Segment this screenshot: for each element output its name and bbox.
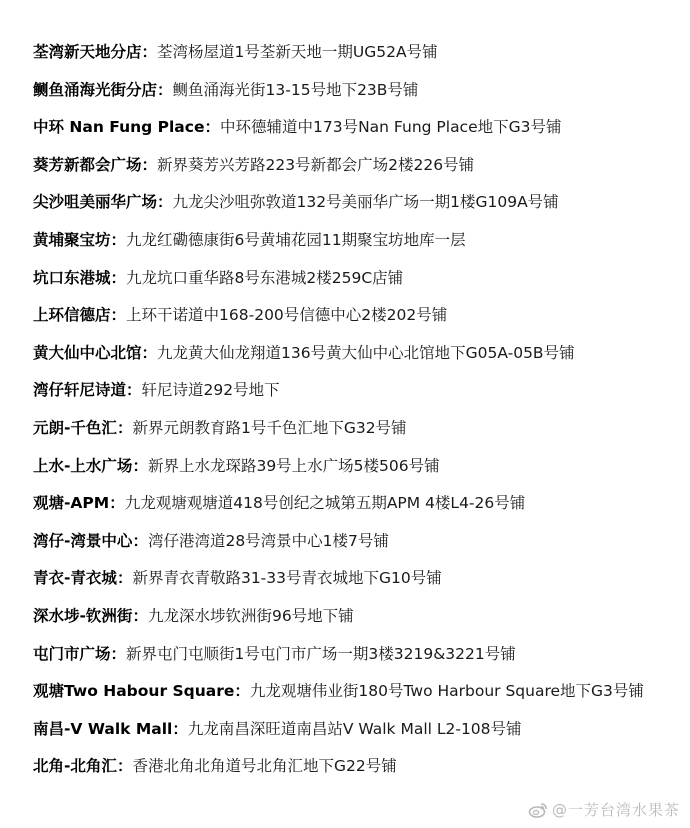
store-address: 新界元朗教育路1号千色汇地下G32号铺 [132, 418, 407, 437]
store-address: 荃湾杨屋道1号荃新天地一期UG52A号铺 [157, 43, 438, 61]
store-separator: ： [141, 43, 158, 61]
weibo-icon [528, 801, 548, 818]
store-address: 九龙观塘观塘道418号创纪之城第五期APM 4楼L4-26号铺 [124, 494, 526, 513]
store-separator: ： [116, 418, 133, 437]
store-separator: ： [157, 193, 173, 212]
store-row [33, 448, 673, 486]
store-row [33, 711, 673, 749]
store-row [33, 372, 673, 410]
store-address: 新界青衣青敬路31-33号青衣城地下G10号铺 [132, 569, 442, 588]
store-separator: ： [116, 569, 133, 588]
store-separator: ： [132, 531, 148, 550]
store-name: 北角-北角汇 [33, 757, 117, 776]
store-separator: ： [204, 118, 220, 137]
store-separator: ： [141, 343, 158, 362]
store-row [33, 147, 673, 185]
store-name: 坑口东港城 [33, 268, 111, 287]
store-name: 鲗鱼涌海光街分店 [33, 80, 158, 99]
watermark-text: @一芳台湾水果茶 [551, 801, 680, 819]
store-address: 新界葵芳兴芳路223号新都会广场2楼226号铺 [157, 155, 475, 174]
store-name: 上环信德店 [33, 306, 111, 325]
store-separator: ： [132, 456, 148, 475]
store-row [33, 34, 673, 72]
store-row [33, 184, 673, 222]
store-name: 中环 Nan Fung Place [33, 118, 205, 137]
store-separator: ： [141, 155, 158, 174]
store-address: 九龙深水埗钦洲街96号地下铺 [147, 606, 354, 625]
store-row [33, 72, 673, 110]
store-address: 九龙尖沙咀弥敦道132号美丽华广场一期1楼G109A号铺 [172, 193, 559, 212]
watermark [528, 799, 680, 820]
store-separator: ： [172, 719, 188, 738]
store-separator: ： [110, 644, 127, 663]
store-list [33, 34, 673, 786]
store-row [33, 523, 673, 561]
store-separator: ： [110, 268, 127, 287]
store-name: 南昌-V Walk Mall [33, 719, 173, 738]
store-name: 观塘Two Habour Square [33, 682, 235, 701]
store-address: 九龙南昌深旺道南昌站V Walk Mall L2-108号铺 [187, 719, 522, 738]
store-name: 屯门市广场 [33, 644, 111, 663]
store-address: 上环干诺道中168-200号信德中心2楼202号铺 [126, 306, 448, 325]
store-name: 荃湾新天地分店 [33, 43, 142, 61]
store-row [33, 410, 673, 448]
store-row [33, 485, 673, 523]
store-row [33, 222, 673, 260]
store-address: 湾仔港湾道28号湾景中心1楼7号铺 [147, 531, 389, 550]
store-separator: ： [110, 306, 127, 325]
store-separator: ： [110, 230, 127, 249]
store-separator: ： [109, 494, 125, 513]
store-separator: ： [157, 80, 173, 99]
store-address: 香港北角北角道号北角汇地下G22号铺 [132, 757, 397, 776]
store-row [33, 560, 673, 598]
store-row [33, 260, 673, 298]
store-name: 深水埗-钦洲街 [33, 606, 133, 625]
store-row [33, 598, 673, 636]
store-name: 湾仔-湾景中心 [33, 531, 133, 550]
store-address: 新界屯门屯顺街1号屯门市广场一期3楼3219&3221号铺 [126, 644, 516, 663]
store-name: 元朗-千色汇 [33, 418, 117, 437]
store-row [33, 748, 673, 786]
store-row [33, 673, 673, 711]
store-address: 九龙坑口重华路8号东港城2楼259C店铺 [126, 268, 404, 287]
store-row [33, 636, 673, 674]
store-name: 黄埔聚宝坊 [33, 230, 111, 249]
store-address: 九龙红磡德康街6号黄埔花园11期聚宝坊地库一层 [126, 230, 466, 249]
store-name: 上水-上水广场 [33, 456, 133, 475]
store-separator: ： [132, 606, 148, 625]
store-name: 湾仔轩尼诗道 [33, 381, 127, 400]
store-address: 轩尼诗道292号地下 [141, 381, 280, 400]
store-row [33, 335, 673, 373]
store-row [33, 109, 673, 147]
store-row [33, 297, 673, 335]
store-name: 尖沙咀美丽华广场 [33, 193, 158, 212]
store-name: 黄大仙中心北馆 [33, 343, 142, 362]
store-separator: ： [126, 381, 142, 400]
store-separator: ： [116, 757, 133, 776]
store-name: 青衣-青衣城 [33, 569, 117, 588]
store-address: 新界上水龙琛路39号上水广场5楼506号铺 [147, 456, 440, 475]
store-address: 九龙黄大仙龙翔道136号黄大仙中心北馆地下G05A-05B号铺 [157, 343, 575, 362]
store-address: 鲗鱼涌海光街13-15号地下23B号铺 [172, 80, 419, 99]
store-name: 葵芳新都会广场 [33, 155, 142, 174]
store-separator: ： [234, 682, 250, 701]
store-name: 观塘-APM [33, 494, 110, 513]
store-address: 中环德辅道中173号Nan Fung Place地下G3号铺 [220, 118, 562, 137]
store-address: 九龙观塘伟业街180号Two Harbour Square地下G3号铺 [249, 682, 644, 701]
